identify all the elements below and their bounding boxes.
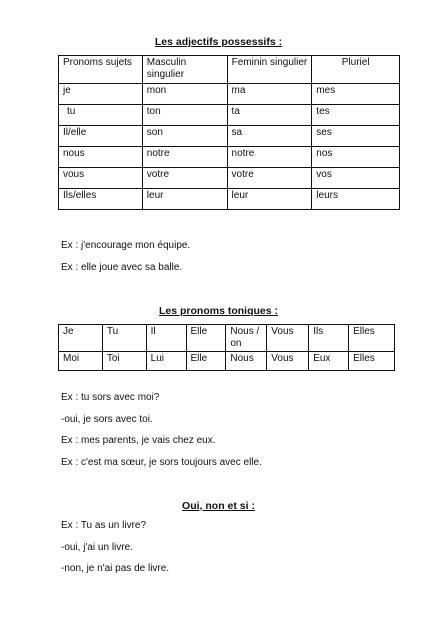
table-cell: votre [142, 168, 227, 189]
table-row [59, 168, 400, 189]
possessives-title: Les adjectifs possessifs : [154, 36, 283, 48]
example-line: Ex : elle joue avec sa balle. [61, 262, 183, 273]
table-cell: nous [59, 147, 143, 168]
header-cell: Pronoms sujets [59, 56, 143, 84]
table-cell: ses [312, 126, 400, 147]
table-cell: Ils [309, 325, 349, 352]
table-cell: notre [227, 147, 312, 168]
table-cell: Vous [267, 325, 309, 352]
table-cell: Il/elle [59, 126, 143, 147]
table-cell: vos [312, 168, 400, 189]
table-row [59, 84, 400, 105]
table-cell: votre [227, 168, 312, 189]
header-cell: Pluriel [312, 56, 400, 84]
header-cell: Masculin singulier [142, 56, 227, 84]
table-cell: Il [146, 325, 186, 352]
toniques-table [58, 324, 395, 371]
table-row [59, 325, 395, 352]
example-line: Ex : mes parents, je vais chez eux. [61, 435, 216, 446]
table-header-row [59, 56, 400, 84]
table-cell: mes [312, 84, 400, 105]
table-row [59, 105, 400, 126]
header-cell: Feminin singulier [227, 56, 312, 84]
table-cell: Nous [226, 352, 267, 371]
example-line: Ex : Tu as un livre? [61, 520, 147, 531]
table-row [59, 352, 395, 371]
table-cell: leur [142, 189, 227, 210]
table-cell: Ils/elles [59, 189, 143, 210]
table-row [59, 189, 400, 210]
table-cell: Elle [186, 325, 226, 352]
table-cell: ma [227, 84, 312, 105]
table-cell: Nous / on [226, 325, 267, 352]
table-cell: Elle [186, 352, 226, 371]
table-cell: vous [59, 168, 143, 189]
table-cell: ta [227, 105, 312, 126]
table-cell: Eux [309, 352, 349, 371]
table-cell: nos [312, 147, 400, 168]
table-cell: notre [142, 147, 227, 168]
table-row [59, 126, 400, 147]
table-cell: Je [59, 325, 103, 352]
possessives-table [58, 55, 400, 210]
ouinonsi-title: Oui, non et si : [182, 500, 255, 512]
example-line: Ex : c'est ma sœur, je sors toujours avec elle. [61, 457, 262, 468]
table-cell: Toi [102, 352, 146, 371]
table-cell: sa [227, 126, 312, 147]
example-line: Ex : tu sors avec moi? [61, 392, 160, 403]
table-cell: Elles [349, 352, 395, 371]
table-cell: leur [227, 189, 312, 210]
table-cell: mon [142, 84, 227, 105]
table-cell: Lui [146, 352, 186, 371]
example-line: Ex : j'encourage mon équipe. [61, 240, 191, 251]
example-line: -oui, j'ai un livre. [61, 542, 133, 553]
example-line: -non, je n'ai pas de livre. [61, 563, 170, 574]
table-cell: son [142, 126, 227, 147]
toniques-title: Les pronoms toniques : [158, 305, 278, 317]
table-cell: Tu [102, 325, 146, 352]
table-cell: tes [312, 105, 400, 126]
table-cell: Moi [59, 352, 103, 371]
table-cell: Vous [267, 352, 309, 371]
table-cell: leurs [312, 189, 400, 210]
table-cell: je [59, 84, 143, 105]
example-line: -oui, je sors avec toi. [61, 414, 153, 425]
table-row [59, 147, 400, 168]
table-cell: tu [59, 105, 143, 126]
table-cell: ton [142, 105, 227, 126]
table-cell: Elles [349, 325, 395, 352]
